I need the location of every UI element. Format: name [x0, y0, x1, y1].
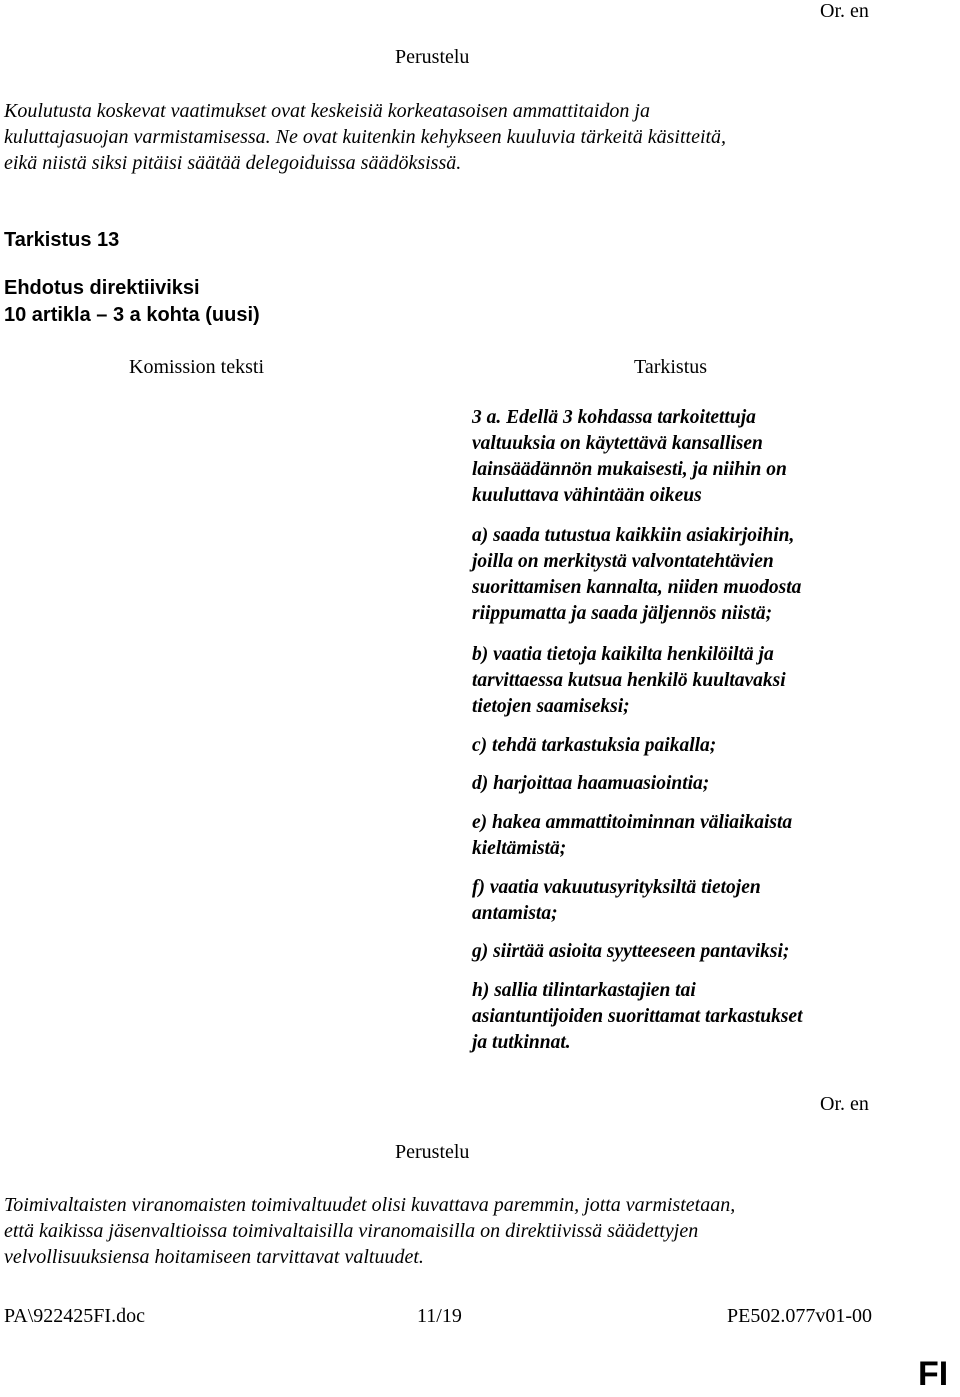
- amendment-line: f) vaatia vakuutusyrityksiltä tietojen: [472, 877, 761, 898]
- justification-line: eikä niistä siksi pitäisi säätää delegoiduissa säädöksissä.: [4, 152, 462, 174]
- amendment-line: joilla on merkitystä valvontatehtävien: [472, 551, 774, 572]
- amendment-line: ja tutkinnat.: [472, 1032, 571, 1053]
- amendment-line: lainsäädännön mukaisesti, ja niihin on: [472, 459, 787, 480]
- footer-pe-reference: PE502.077v01-00: [727, 1305, 872, 1327]
- footer-document-reference: PA\922425FI.doc: [4, 1305, 145, 1327]
- amendment-item-f: [472, 875, 942, 927]
- proposal-title: Ehdotus direktiiviksi: [4, 277, 200, 299]
- justification-heading: Perustelu: [395, 1141, 470, 1163]
- amendment-line: tarvittaessa kutsua henkilö kuultavaksi: [472, 670, 786, 691]
- amendment-item-g: [472, 939, 942, 965]
- justification-heading-top: Perustelu: [395, 46, 470, 68]
- amendment-line: riippumatta ja saada jäljennös niistä;: [472, 603, 773, 624]
- justification-line: velvollisuuksiensa hoitamiseen tarvittavat valtuudet.: [4, 1246, 424, 1268]
- amendment-item-a: [472, 523, 942, 627]
- amendment-line: b) vaatia tietoja kaikilta henkilöiltä ja: [472, 644, 774, 665]
- amendment-line: antamista;: [472, 903, 558, 924]
- amendment-line: asiantuntijoiden suorittamat tarkastukset: [472, 1006, 803, 1027]
- amendment-item-e: [472, 810, 942, 862]
- amendment-line: d) harjoittaa haamuasiointia;: [472, 773, 710, 794]
- column-header-amendment: Tarkistus: [634, 356, 708, 378]
- amendment-item-c: [472, 733, 942, 759]
- justification-line: kuluttajasuojan varmistamisessa. Ne ovat kuitenkin kehykseen kuuluvia tärkeitä käsitteitä,: [4, 126, 727, 148]
- amendment-line: kuuluttava vähintään oikeus: [472, 485, 702, 506]
- footer-language-code: FI: [918, 1355, 949, 1393]
- article-reference: 10 artikla – 3 a kohta (uusi): [4, 304, 260, 326]
- footer-page-number: 11/19: [417, 1305, 462, 1327]
- amendment-line: kieltämistä;: [472, 838, 567, 859]
- amendment-item-d: [472, 771, 942, 797]
- original-language-label: Or. en: [820, 1093, 869, 1115]
- amendment-number: Tarkistus 13: [4, 229, 120, 251]
- justification-line: että kaikissa jäsenvaltioissa toimivaltaisilla viranomaisilla on direktiivissä säädettyjen: [4, 1220, 699, 1242]
- justification-paragraph-top: [4, 98, 726, 176]
- amendment-line: h) sallia tilintarkastajien tai: [472, 980, 696, 1001]
- amendment-line: suorittamisen kannalta, niiden muodosta: [472, 577, 802, 598]
- justification-line: Koulutusta koskevat vaatimukset ovat keskeisiä korkeatasoisen ammattitaidon ja: [4, 100, 650, 122]
- amendment-line: e) hakea ammattitoiminnan väliaikaista: [472, 812, 793, 833]
- original-language-label-top: Or. en: [820, 0, 869, 22]
- amendment-line: a) saada tutustua kaikkiin asiakirjoihin,: [472, 525, 795, 546]
- justification-paragraph: [4, 1192, 735, 1270]
- amendment-item-b: [472, 642, 942, 720]
- amendment-line: 3 a. Edellä 3 kohdassa tarkoitettuja: [472, 407, 756, 428]
- amendment-paragraph-intro: [472, 405, 942, 509]
- amendment-line: g) siirtää asioita syytteeseen pantaviksi;: [472, 941, 790, 962]
- amendment-line: c) tehdä tarkastuksia paikalla;: [472, 735, 717, 756]
- amendment-item-h: [472, 978, 942, 1056]
- column-header-commission-text: Komission teksti: [129, 356, 265, 378]
- justification-line: Toimivaltaisten viranomaisten toimivaltuudet olisi kuvattava paremmin, jotta varmistetaan,: [4, 1194, 736, 1216]
- amendment-line: valtuuksia on käytettävä kansallisen: [472, 433, 763, 454]
- amendment-line: tietojen saamiseksi;: [472, 696, 630, 717]
